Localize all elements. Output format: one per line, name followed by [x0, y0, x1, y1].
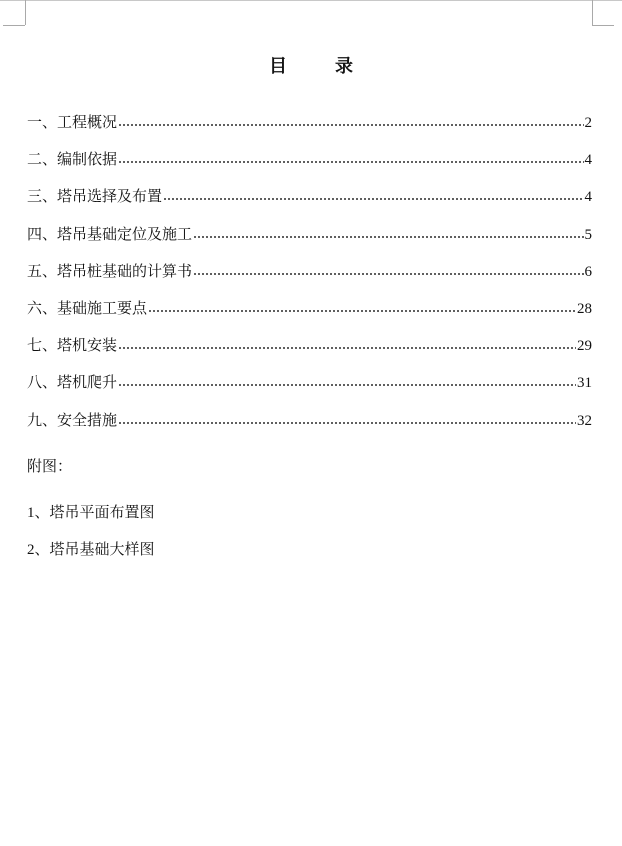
toc-leader-dots: [148, 308, 576, 314]
toc-entry[interactable]: [27, 333, 592, 355]
toc-title: [0, 52, 622, 78]
toc-entry[interactable]: [27, 147, 592, 169]
crop-mark-top-right-vertical: [592, 0, 593, 25]
appendix-item-number: 2: [27, 542, 35, 558]
toc-entry-page: 5: [584, 227, 592, 243]
crop-mark-top-left-vertical: [25, 0, 26, 25]
appendix-item-text: 、塔吊基础大样图: [34, 540, 155, 558]
toc-entry-label: 七、塔机安装: [27, 336, 118, 354]
appendix-item: [27, 501, 155, 522]
toc-entry-page: 31: [577, 375, 592, 391]
toc-entry-page: 29: [577, 338, 592, 354]
toc-leader-dots: [118, 345, 576, 351]
toc-leader-dots: [118, 382, 576, 388]
toc-entry-label: 五、塔吊桩基础的计算书: [27, 262, 193, 280]
appendix-item: [27, 538, 155, 559]
toc-entry-label: 一、工程概况: [27, 113, 118, 131]
toc-title-char-1: 目: [269, 56, 287, 77]
toc-entry-page: 4: [584, 189, 592, 205]
toc-entry-page: 6: [584, 264, 592, 280]
toc-entry-page: 2: [584, 115, 592, 131]
toc-title-char-2: 录: [335, 56, 353, 77]
toc-entry-page: 32: [577, 413, 592, 429]
toc-entry-label: 四、塔吊基础定位及施工: [27, 225, 193, 243]
toc-entry-page: 28: [577, 301, 592, 317]
toc-entry[interactable]: [27, 296, 592, 318]
toc-entry[interactable]: [27, 259, 592, 281]
toc-entry[interactable]: [27, 184, 592, 206]
toc-entry-label: 六、基础施工要点: [27, 299, 148, 317]
toc-leader-dots: [163, 196, 583, 202]
appendix-item-number: 1: [27, 505, 35, 521]
toc-leader-dots: [118, 420, 576, 426]
toc-entry-label: 二、编制依据: [27, 150, 118, 168]
crop-mark-top-right-horizontal: [592, 25, 614, 26]
toc-leader-dots: [193, 271, 583, 277]
toc-entry-label: 三、塔吊选择及布置: [27, 187, 163, 205]
toc-entry[interactable]: [27, 370, 592, 392]
toc-entry-label: 九、安全措施: [27, 411, 118, 429]
toc-leader-dots: [193, 234, 583, 240]
toc-entry[interactable]: [27, 408, 592, 430]
toc-entry[interactable]: [27, 222, 592, 244]
appendix-heading: 附图：: [27, 457, 73, 475]
toc-leader-dots: [118, 122, 583, 128]
appendix-item-text: 、塔吊平面布置图: [34, 503, 155, 521]
toc-leader-dots: [118, 159, 583, 165]
toc-entry[interactable]: [27, 110, 592, 132]
page-top-border: [0, 0, 622, 1]
crop-mark-top-left-horizontal: [3, 25, 25, 26]
toc-entry-page: 4: [584, 152, 592, 168]
toc-entry-label: 八、塔机爬升: [27, 373, 118, 391]
